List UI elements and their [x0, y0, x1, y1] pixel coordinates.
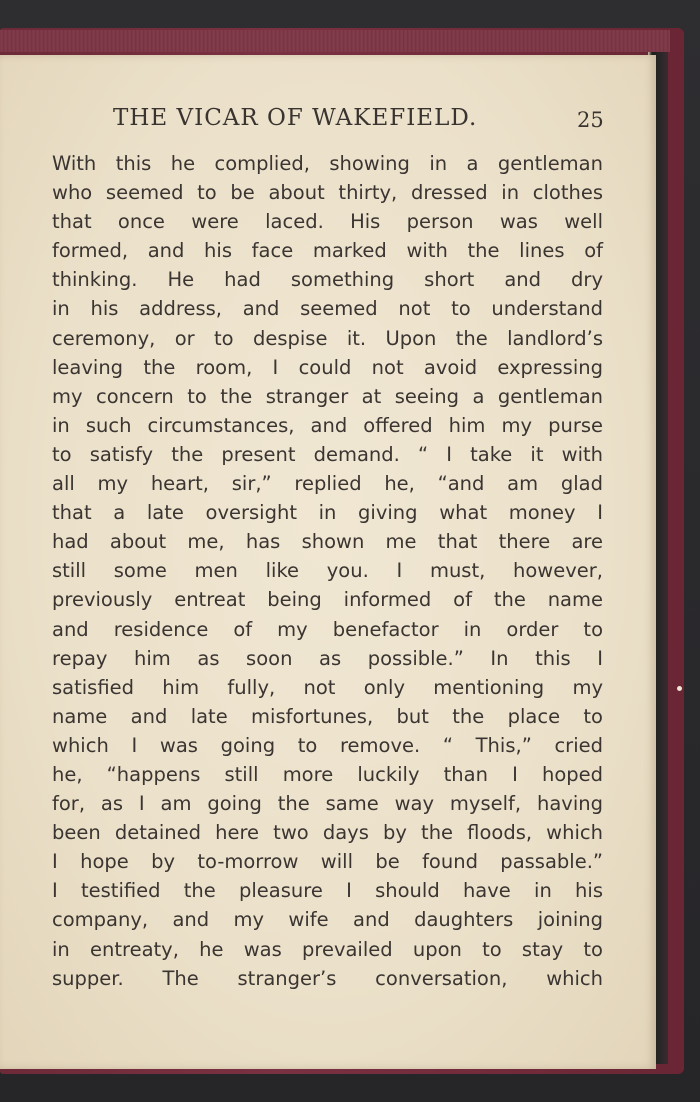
text-line: he, “happens still more luckily than I hoped	[52, 762, 603, 786]
text-line: in such circumstances, and offered him my purse	[52, 413, 603, 437]
text-line: and residence of my benefactor in order to	[52, 617, 603, 641]
text-line: who seemed to be about thirty, dressed in clothes	[52, 181, 603, 205]
text-line: in his address, and seemed not to understand	[52, 297, 603, 321]
text-line: that once were laced. His person was well	[52, 210, 603, 234]
text-line: that a late oversight in giving what money I	[52, 501, 603, 525]
text-line: thinking. He had something short and dry	[52, 268, 603, 292]
text-line: ceremony, or to despise it. Upon the landlord’s	[52, 326, 603, 350]
text-line: company, and my wife and daughters joining	[52, 908, 603, 932]
text-line: satisfied him fully, not only mentioning my	[52, 675, 603, 699]
text-line: repay him as soon as possible.” In this I	[52, 646, 603, 670]
running-head	[0, 100, 656, 136]
text-line: supper. The stranger’s conversation, which	[52, 966, 603, 990]
text-line: which I was going to remove. “ This,” cried	[52, 733, 603, 757]
text-line: all my heart, sir,” replied he, “and am glad	[52, 472, 603, 496]
text-line: still some men like you. I must, however,	[52, 559, 603, 583]
margin-speck	[677, 686, 682, 691]
text-line: With this he complied, showing in a gentleman	[52, 152, 603, 175]
text-line: for, as I am going the same way myself, having	[52, 792, 603, 816]
text-line: had about me, has shown me that there are	[52, 530, 603, 554]
page-number: 25	[577, 108, 604, 132]
text-line: I testified the pleasure I should have in his	[52, 879, 603, 903]
text-line: to satisfy the present demand. “ I take it with	[52, 442, 603, 466]
text-line: in entreaty, he was prevailed upon to stay to	[52, 937, 603, 961]
text-line: name and late misfortunes, but the place to	[52, 704, 603, 728]
text-line: been detained here two days by the floods, which	[52, 821, 603, 845]
text-line: previously entreat being informed of the name	[52, 588, 603, 612]
body-text	[52, 149, 603, 993]
text-line: leaving the room, I could not avoid expressing	[52, 355, 603, 379]
text-line: formed, and his face marked with the lines of	[52, 239, 603, 263]
cover-spine-band	[0, 30, 670, 52]
text-line: my concern to the stranger at seeing a gentleman	[52, 384, 603, 408]
text-line: I hope by to-morrow will be found passable.”	[52, 850, 603, 874]
running-title: THE VICAR OF WAKEFIELD.	[113, 105, 478, 131]
